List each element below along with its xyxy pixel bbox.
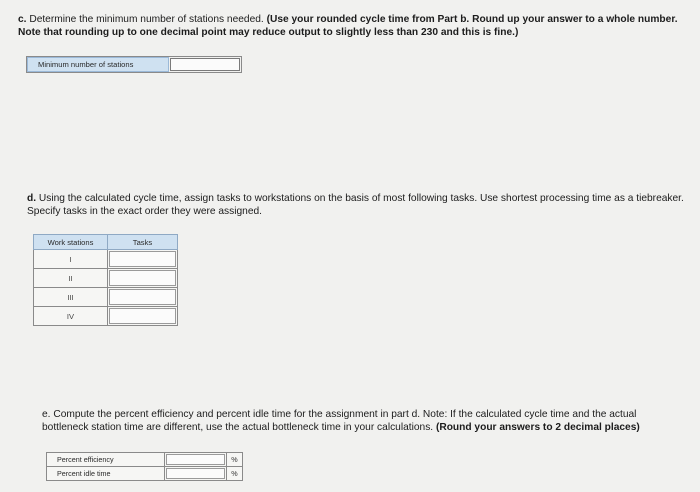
question-c-label: c. [18,14,27,25]
percent-unit: % [227,453,243,467]
tasks-cell [108,269,178,288]
station-label: II [34,269,108,288]
percent-idle-time-label: Percent idle time [47,467,165,481]
question-e-label: e. [42,409,51,420]
question-e-text [42,408,682,434]
station-label: III [34,288,108,307]
table-row [34,269,178,288]
tasks-cell [108,250,178,269]
percent-unit: % [227,467,243,481]
efficiency-table [46,452,243,481]
station-label: I [34,250,108,269]
table-row [34,288,178,307]
min-stations-row [26,56,242,73]
percent-efficiency-label: Percent efficiency [47,453,165,467]
tasks-input-i[interactable] [109,251,176,267]
percent-idle-time-input[interactable] [166,468,225,479]
question-d-body: Using the calculated cycle time, assign tasks to workstations on the basis of most following tasks. Use shortest processing time as a tiebreaker. Specify tasks in the exact order they were assigned. [27,193,684,217]
table-row [34,307,178,326]
min-stations-input[interactable] [170,58,240,71]
question-d-text [27,192,687,218]
header-work-stations: Work stations [34,235,108,250]
min-stations-label: Minimum number of stations [27,57,169,72]
question-c-text [18,13,690,39]
workstation-table [33,234,178,326]
table-row [34,250,178,269]
tasks-input-iv[interactable] [109,308,176,324]
input-cell [165,467,227,481]
tasks-cell [108,307,178,326]
tasks-input-ii[interactable] [109,270,176,286]
table-row [47,467,243,481]
percent-efficiency-input[interactable] [166,454,225,465]
question-c-body: Determine the minimum number of stations needed. [26,14,267,25]
input-cell [165,453,227,467]
station-label: IV [34,307,108,326]
question-c-instructions: (Use your rounded cycle time from Part b. Round up your answer to a whole number. Note that rounding up to one decimal point may reduce output to slightly less than 230 and this is fine.) [18,14,678,38]
question-d-label: d. [27,193,37,204]
table-row [47,453,243,467]
header-tasks: Tasks [108,235,178,250]
tasks-cell [108,288,178,307]
tasks-input-iii[interactable] [109,289,176,305]
question-e-body: Compute the percent efficiency and percent idle time for the assignment in part d. Note: If the calculated cycle time and the actual bottleneck station time are different, use the actual bottleneck time in your calculations. [42,409,637,433]
question-e-instructions: (Round your answers to 2 decimal places) [435,422,640,433]
